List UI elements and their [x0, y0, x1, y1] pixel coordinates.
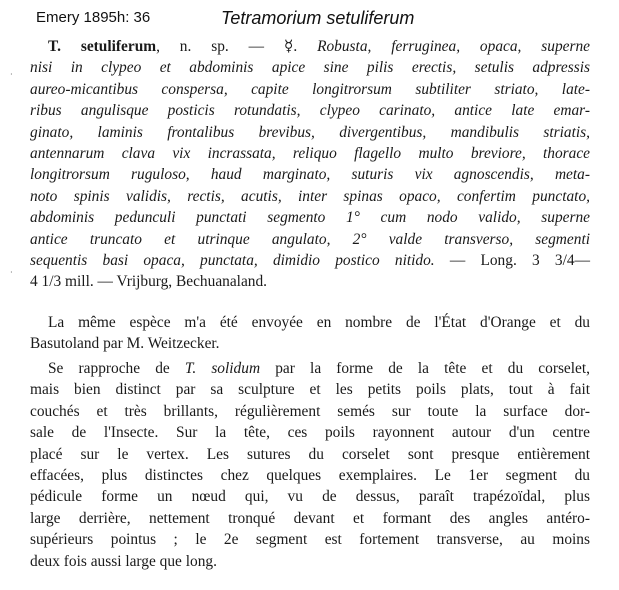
paragraph-line: supérieurs pointus ; le 2e segment est fortement transverse, au moins	[30, 531, 590, 549]
paragraph-text: par la forme de la tête et du corselet,	[275, 360, 590, 377]
description-line: nisi in clypeo et abdominis apice sine pilis erectis, setulis adpressis	[30, 59, 590, 77]
paragraph-line: pédicule forme un nœud qui, vu de dessus, paraît trapézoïdal, plus	[30, 488, 590, 506]
description-line: antice truncato et utrinque angulato, 2° valde transverso, segmenti	[30, 230, 590, 248]
description-line: antennarum clava vix incrassata, reliquo flagello multo breviore, thorace	[30, 144, 590, 162]
margin-mark: ·	[10, 268, 13, 277]
paragraph-line: mais bien distinct par sa sculpture et les petits poils plats, tout à fait	[30, 381, 590, 399]
comparison-paragraph	[30, 358, 590, 572]
species-status: , n. sp. — ☿.	[156, 38, 298, 55]
margin-mark: ·	[10, 70, 13, 79]
distribution-paragraph	[30, 312, 590, 355]
description-line: ginato, laminis frontalibus brevibus, divergentibus, mandibulis striatis,	[30, 123, 590, 141]
species-reference: T. solidum	[184, 360, 261, 377]
description-line: abdominis pedunculi punctati segmento 1° cum nodo valido, superne	[30, 209, 590, 227]
description-text: sequentis basi opaca, punctata, dimidio postico nitido.	[30, 251, 435, 269]
paragraph-line: deux fois aussi large que long.	[30, 552, 217, 570]
description-line: ribus angulisque posticis rotundatis, clypeo carinato, antice late emar-	[30, 102, 590, 120]
paragraph-line: Basutoland par M. Weitzecker.	[30, 335, 220, 353]
paragraph-line: couchés et très brillants, régulièrement semés sur toute la surface dor-	[30, 402, 590, 420]
paragraph-line: sale de l'Insecte. Sur la tête, ces poils rayonnent autour d'un centre	[30, 424, 590, 442]
species-heading: Tetramorium setuliferum	[221, 8, 415, 28]
paragraph-line: La même espèce m'a été envoyée en nombre de l'État d'Orange et du	[48, 314, 590, 331]
description-line	[30, 36, 590, 57]
paragraph-line: placé sur le vertex. Les sutures du corselet sont presque entièrement	[30, 445, 590, 463]
paragraph-line: large derrière, nettement tronqué devant et formant des angles antéro-	[30, 509, 590, 527]
description-line	[30, 250, 590, 271]
paragraph-line	[30, 358, 590, 379]
description-line: aureo-micantibus conspersa, capite longitrorsum subtiliter striato, late-	[30, 80, 590, 98]
species-description	[30, 36, 590, 293]
description-line: noto spinis validis, rectis, acutis, inter spinas opaco, confertim punctato,	[30, 187, 590, 205]
paragraph-line: effacées, plus distinctes chez quelques exemplaires. Le 1er segment du	[30, 466, 590, 484]
measurement-text: — Long. 3 3/4—	[449, 251, 590, 269]
page-header	[36, 8, 609, 30]
description-text: Robusta, ferruginea, opaca, superne	[317, 38, 590, 55]
citation-label: Emery 1895h: 36	[36, 9, 151, 26]
species-name: T. setuliferum	[48, 38, 157, 55]
description-line: longitrorsum ruguloso, haud marginato, suturis vix agnoscendis, meta-	[30, 166, 590, 184]
locality-line: 4 1/3 mill. — Vrijburg, Bechuanaland.	[30, 273, 268, 291]
paragraph-text: Se rapproche de	[48, 360, 170, 377]
